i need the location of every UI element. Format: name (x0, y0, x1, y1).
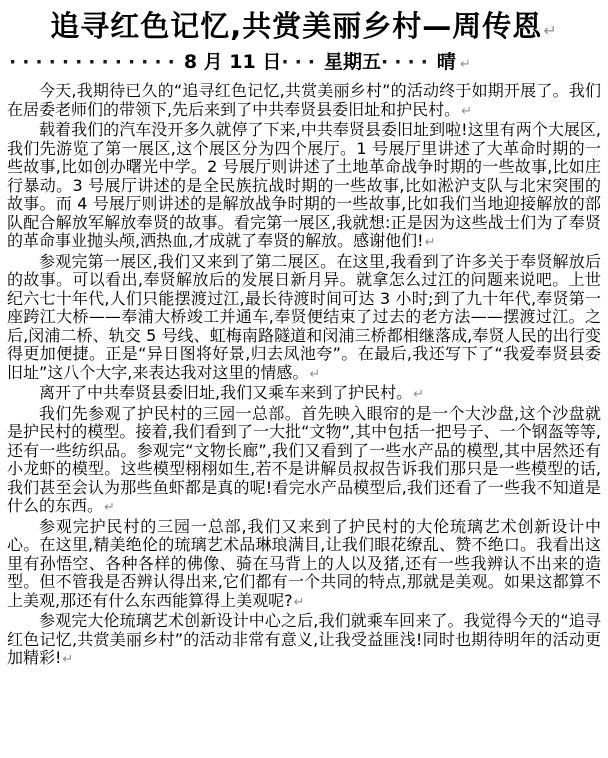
paragraph-text: 我们先参观了护民村的三园一总部。首先映入眼帘的是一个大沙盘,这个沙盘就是护民村的模型。接着,我们看到了一大批“文物”,其中包括一把号子、一个钢盔等等,还有一些纺织品。参观完“文物长廊”,我们又看到了一些水产品的模型,其中居然还有小龙虾的模型。这些模型栩栩如生,若不是讲解员叔叔告诉我们那只是一些模型的话,我们甚至会认为那些鱼虾都是真的呢!看完水产品模型后,我们还看了一些我不知道是什么的东西。 (7, 403, 601, 516)
weather-text: 晴 (436, 51, 456, 74)
paragraph (7, 121, 601, 253)
paragraph (7, 518, 601, 613)
paragraph-mark-icon: ↵ (543, 21, 558, 40)
document-body (7, 82, 601, 670)
paragraph-text: 离开了中共奉贤县委旧址,我们又乘车来到了护民村。 (39, 383, 413, 403)
space-dots: ··· (281, 51, 322, 74)
paragraph (7, 384, 601, 405)
paragraph (7, 612, 601, 670)
paragraph-text: 今天,我期待已久的“追寻红色记忆,共赏美丽乡村”的活动终于如期开展了。我们在居委老师们的带领下,先后来到了中共奉贤县委旧址和护民村。 (7, 81, 601, 119)
paragraph (7, 253, 601, 385)
document-title-text: 追寻红色记忆,共赏美丽乡村—周传恩 (50, 9, 543, 43)
paragraph-text: 载着我们的汽车没开多久就停了下来,中共奉贤县委旧址到啦!这里有两个大展区,我们先游览了第一展区,这个展区分为四个展厅。1 号展厅里讲述了大革命时期的一些故事,比如创办曙光中学。2 号展厅则讲述了土地革命战争时期的一些故事,比如庄行暴动。3 号展厅讲述的是全民族抗战时期的一些故事,比如淞沪支队与北宋突围的故事。而 4 号展厅则讲述的是解放战争时期的一些故事,比如我们当地迎接解放的部队配合解放军解放奉贤的故事。看完第一展区,我就想:正是因为这些战士们为了奉贤的革命事业抛头颅,洒热血,才成就了奉贤的解放。感谢他们! (7, 120, 601, 251)
paragraph-mark-icon: ↵ (459, 57, 471, 73)
space-dots: ············· (9, 51, 181, 74)
weekday-text: 星期五 (324, 51, 382, 74)
paragraph-mark-icon: ↵ (461, 103, 472, 119)
paragraph-mark-icon: ↵ (424, 235, 436, 251)
space-dots: ···· (381, 51, 434, 74)
date-line (7, 47, 601, 74)
paragraph-mark-icon: ↵ (104, 500, 115, 516)
paragraph-text: 参观完大伦琉璃艺术创新设计中心之后,我们就乘车回来了。我觉得今天的“追寻红色记忆,共赏美丽乡村”的活动非常有意义,让我受益匪浅!同时也期待明年的活动更加精彩! (7, 611, 601, 668)
paragraph-text: 参观完护民村的三园一总部,我们又来到了护民村的大伦琉璃艺术创新设计中心。在这里,精美绝伦的琉璃艺术品琳琅满目,让我们眼花缭乱、赞不绝口。我看出这里有孙悟空、各种各样的佛像、骑在马背上的人以及猪,还有一些我辨认不出来的造型。但不管我是否辨认得出来,它们都有一个共同的特点,那就是美观。如果这都算不上美观,那还有什么东西能算得上美观呢? (7, 516, 601, 610)
date-text: 8 月 11 日 (183, 51, 282, 74)
document-title (7, 8, 601, 44)
paragraph-mark-icon: ↵ (309, 366, 321, 382)
paragraph-mark-icon: ↵ (62, 652, 74, 668)
paragraph-text: 参观完第一展区,我们又来到了第二展区。在这里,我看到了许多关于奉贤解放后的故事。可以看出,奉贤解放后的发展日新月异。就拿怎么过江的问题来说吧。上世纪六七十年代,人们只能摆渡过江,最长待渡时间可达 3 小时;到了九十年代,奉贤第一座跨江大桥——奉浦大桥竣工并通车,奉贤便结束了过去的老方法——摆渡过江。之后,闵浦二桥、轨交 5 号线、虹梅南路隧道和闵浦三桥都相继落成,奉贤人民的出行变得更加便捷。正是“异日图将好景,归去凤池夸”。在最后,我还写下了“我爱奉贤县委旧址”这八个大字,来表达我对这里的情感。 (7, 251, 601, 382)
paragraph (7, 405, 601, 518)
paragraph (7, 82, 601, 121)
paragraph-mark-icon: ↵ (413, 387, 424, 403)
paragraph-mark-icon: ↵ (293, 594, 305, 610)
